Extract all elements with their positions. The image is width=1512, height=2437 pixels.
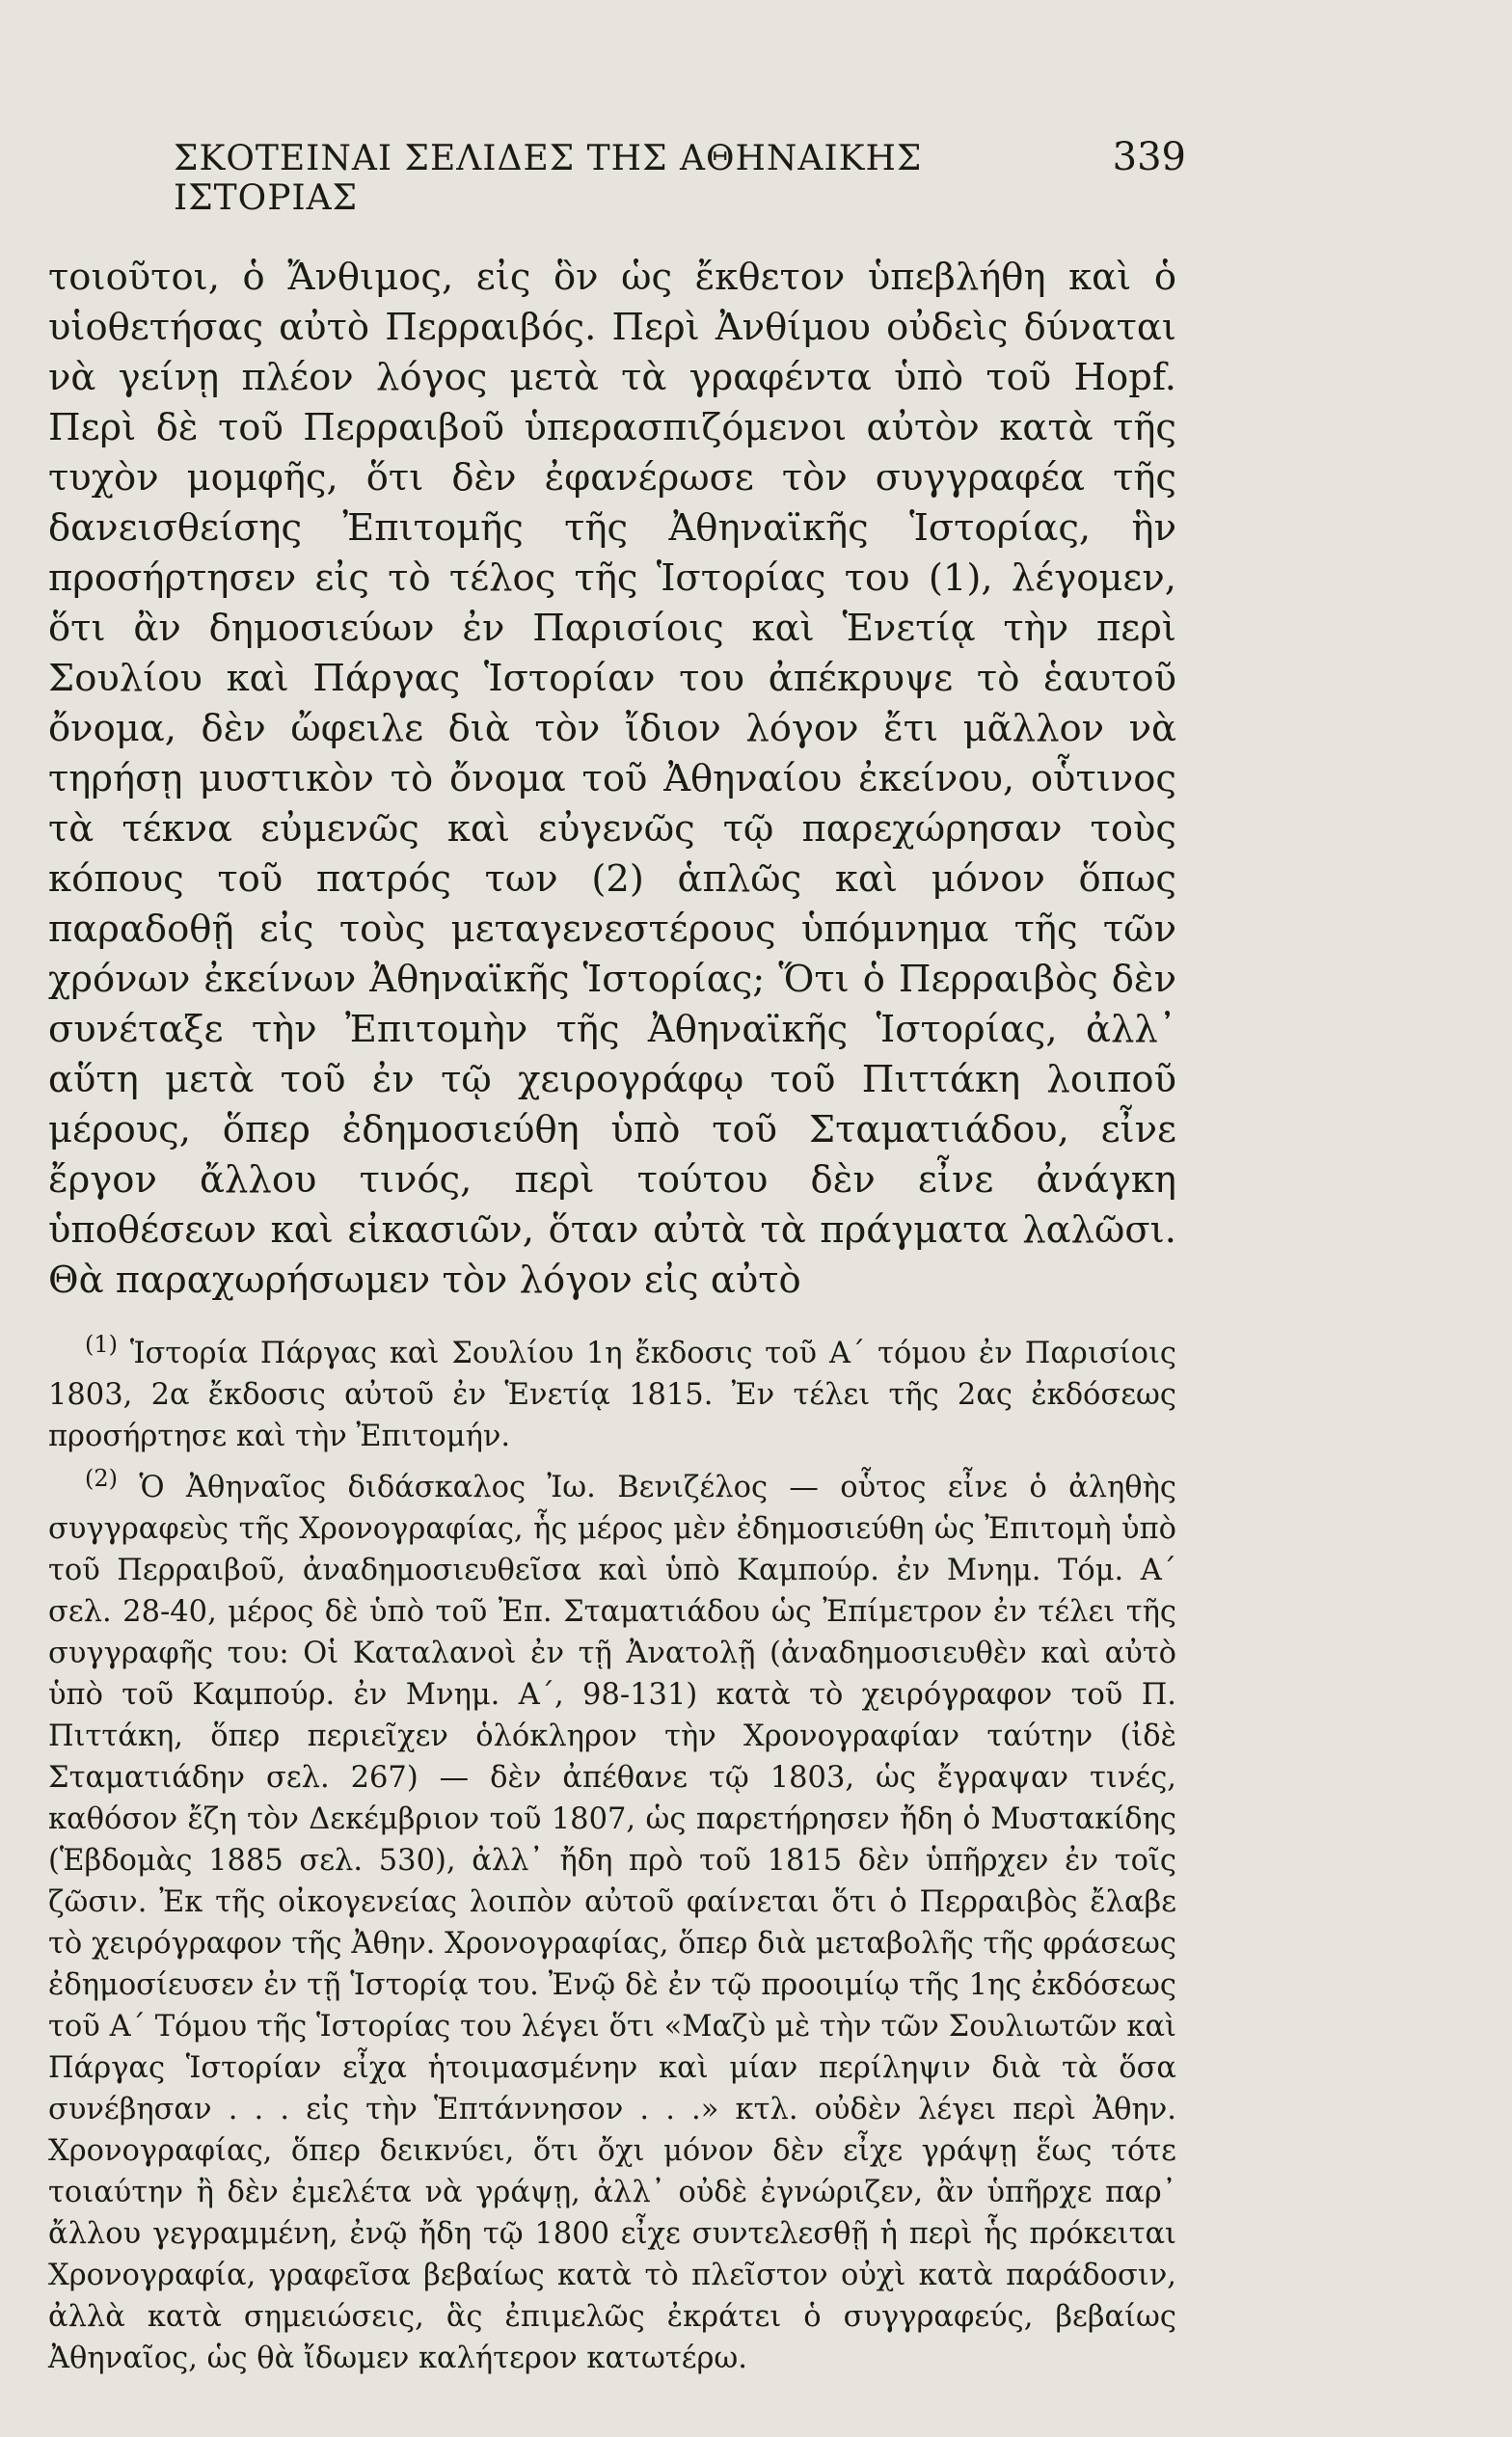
running-title: ΣΚΟΤΕΙΝΑΙ ΣΕΛΙΔΕΣ ΤΗΣ ΑΘΗΝΑΙΚΗΣ ΙΣΤΟΡΙΑΣ	[174, 139, 923, 218]
page-number: 339	[1112, 135, 1186, 179]
footnote-2	[48, 1464, 1176, 2379]
footnote-2-text: Ὁ Ἀθηναῖος διδάσκαλος Ἰω. Βενιζέλος — οὗτος εἶνε ὁ ἀληθὴς συγγραφεὺς τῆς Χρονογραφίας, ἧς μέρος μὲν ἐδημοσιεύθη ὡς Ἐπιτομὴ ὑπὸ τοῦ Περραιβοῦ, ἀναδημοσιευθεῖσα καὶ ὑπὸ Καμπούρ. ἐν Μνημ. Τόμ. Α΄ σελ. 28-40, μέρος δὲ ὑπὸ τοῦ Ἐπ. Σταματιάδου ὡς Ἐπίμετρον ἐν τέλει τῆς συγγραφῆς του: Οἱ Καταλανοὶ ἐν τῇ Ἀνατολῇ (ἀναδημοσιευθὲν καὶ αὐτὸ ὑπὸ τοῦ Καμπούρ. ἐν Μνημ. Α΄, 98-131) κατὰ τὸ χειρόγραφον τοῦ Π. Πιττάκη, ὅπερ περιεῖχεν ὁλόκληρον τὴν Χρονογραφίαν ταύτην (ἰδὲ Σταματιάδην σελ. 267) — δὲν ἀπέθανε τῷ 1803, ὡς ἔγραψαν τινές, καθόσον ἔζη τὸν Δεκέμβριον τοῦ 1807, ὡς παρετήρησεν ἤδη ὁ Μυστακίδης (Ἑβδομὰς 1885 σελ. 530), ἀλλ᾽ ἤδη πρὸ τοῦ 1815 δὲν ὑπῆρχεν ἐν τοῖς ζῶσιν. Ἐκ τῆς οἰκογενείας λοιπὸν αὐτοῦ φαίνεται ὅτι ὁ Περραιβὸς ἔλαβε τὸ χειρόγραφον τῆς Ἀθην. Χρονογραφίας, ὅπερ διὰ μεταβολῆς τῆς φράσεως ἐδημοσίευσεν ἐν τῇ Ἱστορίᾳ του. Ἐνῷ δὲ ἐν τῷ προοιμίῳ τῆς 1ης ἐκδόσεως τοῦ Α΄ Τόμου τῆς Ἱστορίας του λέγει ὅτι «Μαζὺ μὲ τὴν τῶν Σουλιωτῶν καὶ Πάργας Ἱστορίαν εἶχα ἡτοιμασμένην καὶ μίαν περίληψιν διὰ τὰ ὅσα συνέβησαν . . . εἰς τὴν Ἑπτάννησον . . .» κτλ. οὐδὲν λέγει περὶ Ἀθην. Χρονογραφίας, ὅπερ δεικνύει, ὅτι ὄχι μόνον δὲν εἶχε γράψῃ ἕως τότε τοιαύτην ἢ δὲν ἐμελέτα νὰ γράψῃ, ἀλλ᾽ οὐδὲ ἐγνώριζεν, ἂν ὑπῆρχε παρ᾽ ἄλλου γεγραμμένη, ἐνῷ ἤδη τῷ 1800 εἶχε συντελεσθῇ ἡ περὶ ἧς πρόκειται Χρονογραφία, γραφεῖσα βεβαίως κατὰ τὸ πλεῖστον οὐχὶ κατὰ παράδοσιν, ἀλλὰ κατὰ σημειώσεις, ἃς ἐπιμελῶς ἐκράτει ὁ συγγραφεύς, βεβαίως Ἀθηναῖος, ὡς θὰ ἴδωμεν καλήτερον κατωτέρω.	[48, 1471, 1176, 2375]
body-paragraph: τοιοῦτοι, ὁ Ἄνθιμος, εἰς ὃν ὡς ἔκθετον ὑπεβλήθη καὶ ὁ υἱοθετήσας αὐτὸ Περραιβός. Περὶ Ἀνθίμου οὐδεὶς δύναται νὰ γείνῃ πλέον λόγος μετὰ τὰ γραφέντα ὑπὸ τοῦ Hopf. Περὶ δὲ τοῦ Περραιβοῦ ὑπερασπιζόμενοι αὐτὸν κατὰ τῆς τυχὸν μομφῆς, ὅτι δὲν ἐφανέρωσε τὸν συγγραφέα τῆς δανεισθείσης Ἐπιτομῆς τῆς Ἀθηναϊκῆς Ἱστορίας, ἣν προσήρτησεν εἰς τὸ τέλος τῆς Ἱστορίας του (1), λέγομεν, ὅτι ἂν δημοσιεύων ἐν Παρισίοις καὶ Ἑνετίᾳ τὴν περὶ Σουλίου καὶ Πάργας Ἱστορίαν του ἀπέκρυψε τὸ ἑαυτοῦ ὄνομα, δὲν ὤφειλε διὰ τὸν ἴδιον λόγον ἔτι μᾶλλον νὰ τηρήσῃ μυστικὸν τὸ ὄνομα τοῦ Ἀθηναίου ἐκείνου, οὗτινος τὰ τέκνα εὐμενῶς καὶ εὐγενῶς τῷ παρεχώρησαν τοὺς κόπους τοῦ πατρός των (2) ἁπλῶς καὶ μόνον ὅπως παραδοθῇ εἰς τοὺς μεταγενεστέρους ὑπόμνημα τῆς τῶν χρόνων ἐκείνων Ἀθηναϊκῆς Ἱστορίας; Ὅτι ὁ Περραιβὸς δὲν συνέταξε τὴν Ἐπιτομὴν τῆς Ἀθηναϊκῆς Ἱστορίας, ἀλλ᾽ αὕτη μετὰ τοῦ ἐν τῷ χειρογράφῳ τοῦ Πιττάκη λοιποῦ μέρους, ὅπερ ἐδημοσιεύθη ὑπὸ τοῦ Σταματιάδου, εἶνε ἔργον ἄλλου τινός, περὶ τούτου δὲν εἶνε ἀνάγκη ὑποθέσεων καὶ εἰκασιῶν, ὅταν αὐτὰ τὰ πράγματα λαλῶσι. Θὰ παραχωρήσωμεν τὸν λόγον εἰς αὐτὸ	[48, 256, 1176, 1302]
footnote-1	[48, 1330, 1177, 1457]
footnotes	[48, 1330, 1177, 2379]
page-header	[174, 135, 1186, 218]
footnote-1-mark: (1)	[85, 1330, 118, 1358]
footnote-1-text: Ἱστορία Πάργας καὶ Σουλίου 1η ἔκδοσις τοῦ Α΄ τόμου ἐν Παρισίοις 1803, 2α ἔκδοσις αὐτοῦ ἐν Ἑνετίᾳ 1815. Ἐν τέλει τῆς 2ας ἐκδόσεως προσήρτησε καὶ τὴν Ἐπιτομήν.	[48, 1337, 1177, 1453]
footnote-2-mark: (2)	[85, 1464, 118, 1492]
body-text	[48, 253, 1176, 1306]
